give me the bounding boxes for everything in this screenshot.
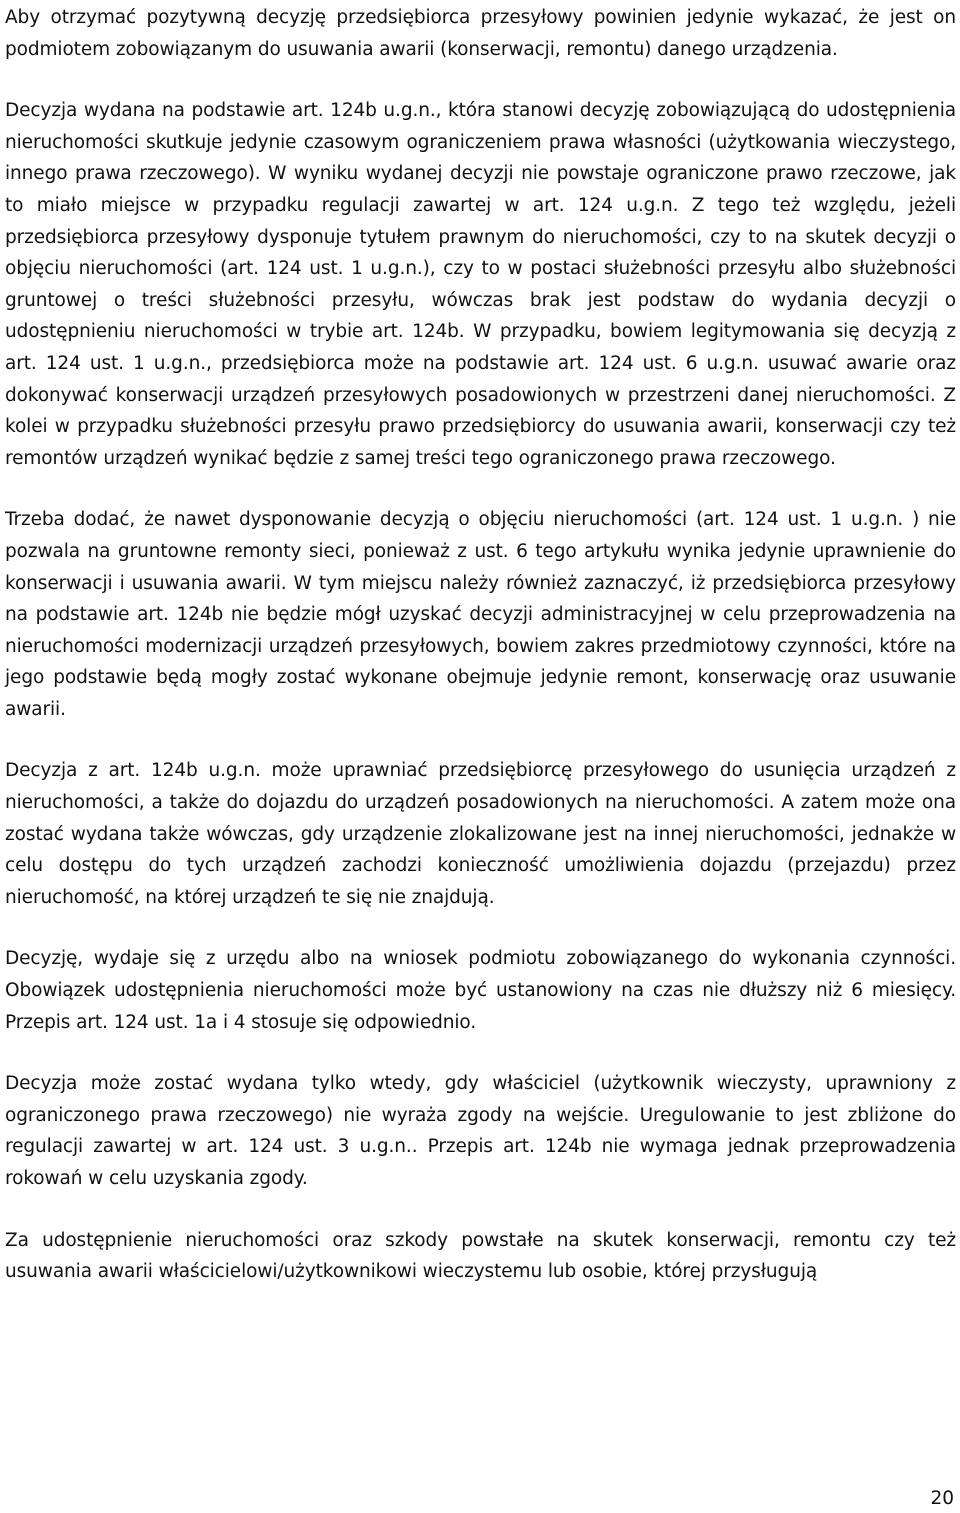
document-page [5, 2, 956, 1318]
paragraph-4: Decyzja z art. 124b u.g.n. może uprawniać przedsiębiorcę przesyłowego do usunięcia urządzeń z nieruchomości, a także do dojazdu do urządzeń posadowionych na nieruchomości. A zatem może ona zostać wydana także wówczas, gdy urządzenie zlokalizowane jest na innej nieruchomości, jednakże w celu dostępu do tych urządzeń zachodzi konieczność umożliwienia dojazdu (przejazdu) przez nieruchomość, na której urządzeń te się nie znajdują. [5, 760, 956, 908]
paragraph-1: Aby otrzymać pozytywną decyzję przedsiębiorca przesyłowy powinien jedynie wykazać, że jest on podmiotem zobowiązanym do usuwania awarii (konserwacji, remontu) danego urządzenia. [5, 7, 956, 60]
page-number: 20 [930, 1488, 954, 1509]
paragraph-3: Trzeba dodać, że nawet dysponowanie decyzją o objęciu nieruchomości (art. 124 ust. 1 u.g.n. ) nie pozwala na gruntowne remonty sieci, ponieważ z ust. 6 tego artykułu wynika jedynie uprawnienie do konserwacji i usuwania awarii. W tym miejscu należy również zaznaczyć, iż przedsiębiorca przesyłowy na podstawie art. 124b nie będzie mógł uzyskać decyzji administracyjnej w celu przeprowadzenia na nieruchomości modernizacji urządzeń przesyłowych, bowiem zakres przedmiotowy czynności, które na jego podstawie będą mogły zostać wykonane obejmuje jedynie remont, konserwację oraz usuwanie awarii. [5, 509, 956, 720]
paragraph-6: Decyzja może zostać wydana tylko wtedy, gdy właściciel (użytkownik wieczysty, uprawniony z ograniczonego prawa rzeczowego) nie wyraża zgody na wejście. Uregulowanie to jest zbliżone do regulacji zawartej w art. 124 ust. 3 u.g.n.. Przepis art. 124b nie wymaga jednak przeprowadzenia rokowań w celu uzyskania zgody. [5, 1073, 956, 1189]
paragraph-7: Za udostępnienie nieruchomości oraz szkody powstałe na skutek konserwacji, remontu czy też usuwania awarii właścicielowi/użytkownikowi wieczystemu lub osobie, której przysługują [5, 1229, 956, 1283]
paragraph-5: Decyzję, wydaje się z urzędu albo na wniosek podmiotu zobowiązanego do wykonania czynności. Obowiązek udostępnienia nieruchomości może być ustanowiony na czas nie dłuższy niż 6 miesięcy. Przepis art. 124 ust. 1a i 4 stosuje się odpowiednio. [5, 948, 956, 1033]
paragraph-2: Decyzja wydana na podstawie art. 124b u.g.n., która stanowi decyzję zobowiązującą do udostępnienia nieruchomości skutkuje jedynie czasowym ograniczeniem prawa własności (użytkowania wieczystego, innego prawa rzeczowego). W wyniku wydanej decyzji nie powstaje ograniczone prawo rzeczowe, jak to miało miejsce w przypadku regulacji zawartej w art. 124 u.g.n. Z tego też względu, jeżeli przedsiębiorca przesyłowy dysponuje tytułem prawnym do nieruchomości, czy to na skutek decyzji o objęciu nieruchomości (art. 124 ust. 1 u.g.n.), czy to w postaci służebności przesyłu albo służebności gruntowej o treści służebności przesyłu, wówczas brak jest podstaw do wydania decyzji o udostępnieniu nieruchomości w trybie art. 124b. W przypadku, bowiem legitymowania się decyzją z art. 124 ust. 1 u.g.n., przedsiębiorca może na podstawie art. 124 ust. 6 u.g.n. usuwać awarie oraz dokonywać konserwacji urządzeń przesyłowych posadowionych w przestrzeni danej nieruchomości. Z kolei w przypadku służebności przesyłu prawo przedsiębiorcy do usuwania awarii, konserwacji czy też remontów urządzeń wynikać będzie z samej treści tego ograniczonego prawa rzeczowego. [5, 100, 956, 469]
